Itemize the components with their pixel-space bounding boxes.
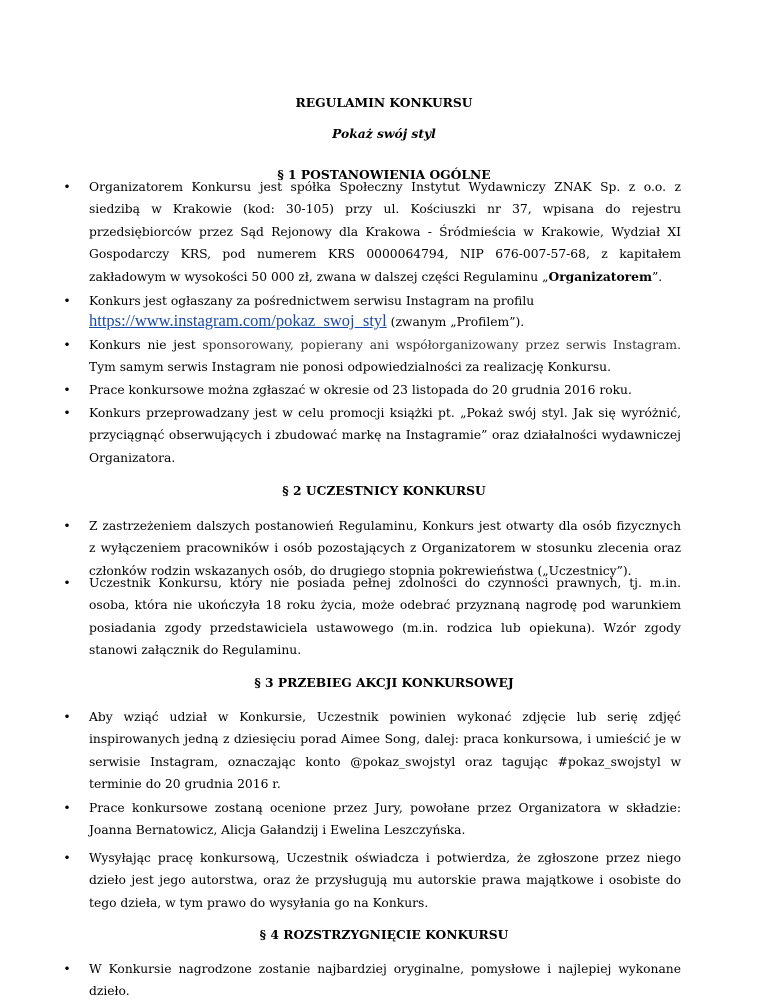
bullet-icon: • <box>63 851 71 865</box>
list-item: • Z zastrzeżeniem dalszych postanowień Regulaminu, Konkurs jest otwarty dla osób fizycznych z wyłączeniem pracowników i osób pozostających z Organizatorem w stosunku zlecenia oraz członków rodzin wskazanych osób, do drugiego stopnia pokrewieństwa („Uczestnicy”). <box>89 515 681 582</box>
list-item: • Organizatorem Konkursu jest spółka Społeczny Instytut Wydawniczy ZNAK Sp. z o.o. z siedzibą w Krakowie (kod: 30-105) przy ul. Kościuszki nr 37, wpisana do rejestru przedsiębiorców przez Sąd Rejonowy dla Krakowa - Śródmieścia w Krakowie, Wydział XI Gospodarczy KRS, pod numerem KRS 0000064794, NIP 676-007-57-68, z kapitałem zakładowym w wysokości 50 000 zł, zwana w dalszej części Regulaminu „Organizatorem”. <box>89 176 681 288</box>
list-item: • Prace konkursowe można zgłaszać w okresie od 23 listopada do 20 grudnia 2016 roku. <box>89 379 681 401</box>
bullet-icon: • <box>63 383 71 397</box>
profile-link-line: https://www.instagram.com/pokaz_swoj_styl (zwanym „Profilem”). <box>89 311 525 330</box>
profile-link[interactable]: https://www.instagram.com/pokaz_swoj_styl <box>89 311 387 330</box>
bullet-icon: • <box>63 576 71 590</box>
list-item: • Konkurs nie jest sponsorowany, popierany ani współorganizowany przez serwis Instagram. Tym samym serwis Instagram nie ponosi odpowiedzialności za realizację Konkursu. <box>89 334 681 379</box>
bullet-icon: • <box>63 519 71 533</box>
list-item: • Prace konkursowe zostaną ocenione przez Jury, powołane przez Organizatora w składzie: Joanna Bernatowicz, Alicja Gałandzij i Ewelina Leszczyńska. <box>89 797 681 842</box>
document-title: REGULAMIN KONKURSU <box>295 95 473 110</box>
bullet-icon: • <box>63 406 71 420</box>
section-heading-1: § 1 POSTANOWIENIA OGÓLNE <box>277 167 491 182</box>
bullet-icon: • <box>63 180 71 194</box>
list-item: • Aby wziąć udział w Konkursie, Uczestnik powinien wykonać zdjęcie lub serię zdjęć inspirowanych jedną z dziesięciu porad Aimee Song, dalej: praca konkursowa, i umieścić je w serwisie Instagram, oznaczając konto @pokaz_swojstyl oraz tagując #pokaz_swojstyl w terminie do 20 grudnia 2016 r. <box>89 706 681 796</box>
bullet-icon: • <box>63 962 71 976</box>
document-subtitle: Pokaż swój styl <box>332 126 436 141</box>
bullet-icon: • <box>63 710 71 724</box>
list-item: • Konkurs jest ogłaszany za pośrednictwem serwisu Instagram na profilu <box>89 290 681 312</box>
section-heading-3: § 3 PRZEBIEG AKCJI KONKURSOWEJ <box>254 675 514 690</box>
list-item: • Uczestnik Konkursu, który nie posiada pełnej zdolności do czynności prawnych, tj. m.in. osoba, która nie ukończyła 18 roku życia, może odebrać przyznaną nagrodę pod warunkiem posiadania zgody przedstawiciela ustawowego (m.in. rodzica lub opiekuna). Wzór zgody stanowi załącznik do Regulaminu. <box>89 572 681 662</box>
list-item: • W Konkursie nagrodzone zostanie najbardziej oryginalne, pomysłowe i najlepiej wykonane dzieło. <box>89 958 681 1003</box>
bullet-icon: • <box>63 801 71 815</box>
list-item: • Wysyłając pracę konkursową, Uczestnik oświadcza i potwierdza, że zgłoszone przez niego dzieło jest jego autorstwa, oraz że przysługują mu autorskie prawa majątkowe i osobiste do tego dzieła, w tym prawo do wysyłania go na Konkurs. <box>89 847 681 914</box>
list-item: • Konkurs przeprowadzany jest w celu promocji książki pt. „Pokaż swój styl. Jak się wyróżnić, przyciągnąć obserwujących i zbudować markę na Instagramie” oraz działalności wydawniczej Organizatora. <box>89 402 681 469</box>
bullet-icon: • <box>63 338 71 352</box>
section-heading-4: § 4 ROZSTRZYGNIĘCIE KONKURSU <box>259 927 509 942</box>
section-heading-2: § 2 UCZESTNICY KONKURSU <box>282 483 486 498</box>
bullet-icon: • <box>63 294 71 308</box>
